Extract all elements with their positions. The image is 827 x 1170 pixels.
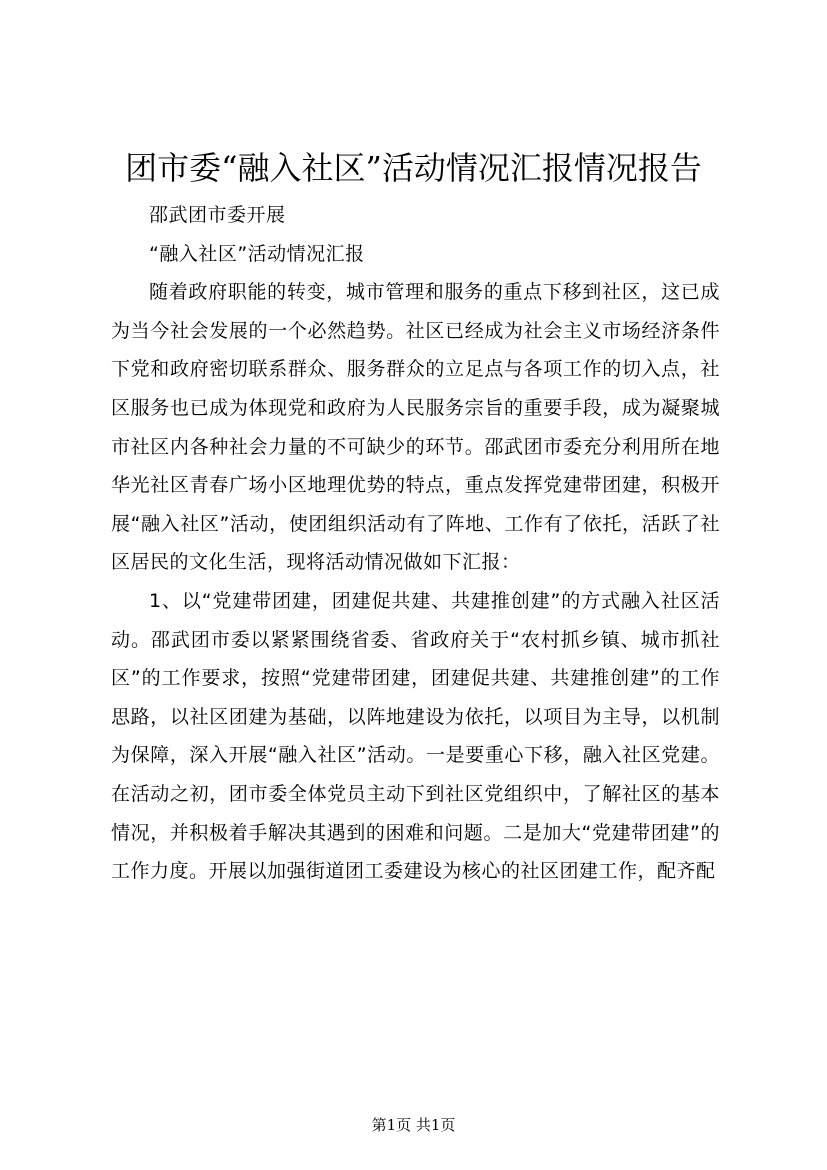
document-title: 团市委“融入社区”活动情况汇报情况报告 <box>125 149 702 187</box>
document-body <box>111 196 720 891</box>
paragraph-intro: 随着政府职能的转变，城市管理和服务的重点下移到社区，这已成为当今社会发展的一个必然趋势。社区已经成为社会主义市场经济条件下党和政府密切联系群众、服务群众的立足点与各项工作的切入点，社区服务也已成为体现党和政府为人民服务宗旨的重要手段，成为凝聚城市社区内各种社会力量的不可缺少的环节。邵武团市委充分利用所在地华光社区青春广场小区地理优势的特点，重点发挥党建带团建，积极开展“融入社区”活动，使团组织活动有了阵地、工作有了依托，活跃了社区居民的文化生活，现将活动情况做如下汇报： <box>111 281 720 574</box>
paragraph-section-1: 1、以“党建带团建，团建促共建、共建推创建”的方式融入社区活动。邵武团市委以紧紧围绕省委、省政府关于“农村抓乡镇、城市抓社区”的工作要求，按照“党建带团建，团建促共建、共建推创建”的工作思路，以社区团建为基础，以阵地建设为依托，以项目为主导，以机制为保障，深入开展“融入社区”活动。一是要重心下移，融入社区党建。在活动之初，团市委全体党员主动下到社区党组织中，了解社区的基本情况，并积极着手解决其遇到的困难和问题。二是加大“党建带团建”的工作力度。开展以加强街道团工委建设为核心的社区团建工作，配齐配 <box>111 589 720 883</box>
page-footer: 第1页 共1页 <box>371 1116 456 1134</box>
paragraph-subtitle: “融入社区”活动情况汇报 <box>149 242 365 265</box>
paragraph-organization: 邵武团市委开展 <box>149 204 286 226</box>
